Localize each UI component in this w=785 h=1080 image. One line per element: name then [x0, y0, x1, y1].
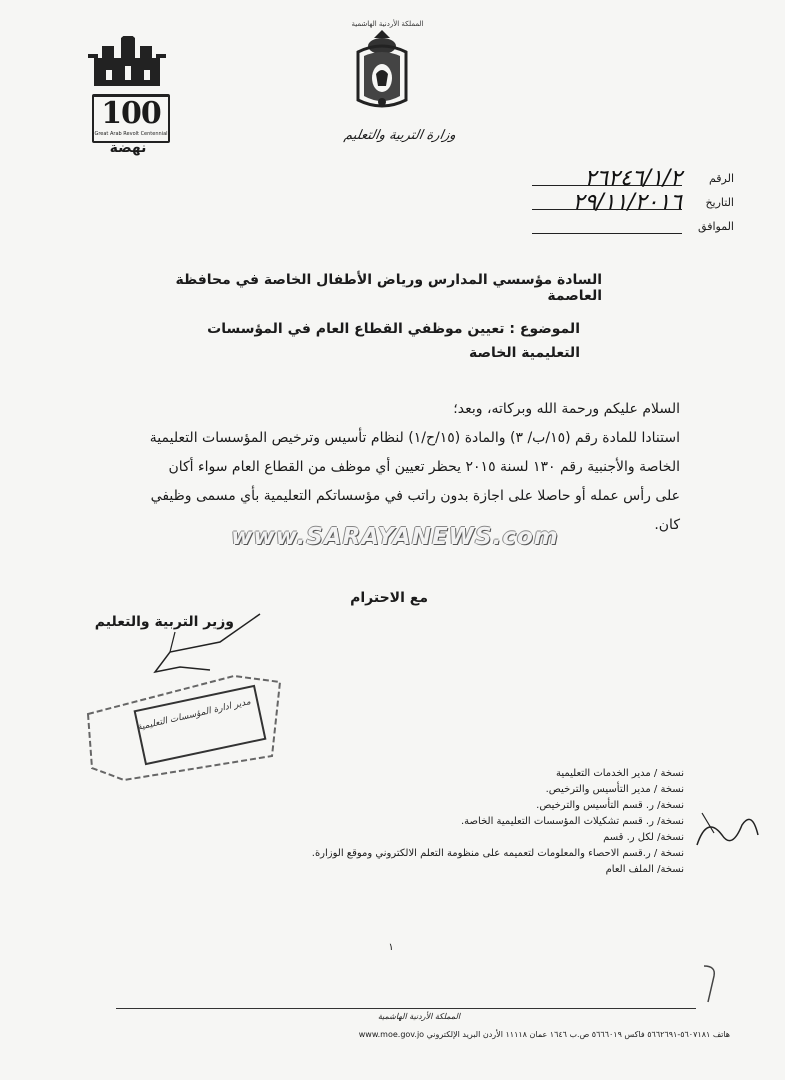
hijri-line	[532, 233, 682, 234]
page-number: ١	[388, 942, 394, 953]
date-value: ٢٩/١١/٢٠١٦	[572, 190, 682, 215]
copy-line: نسخة / مدير التأسيس والترخيص.	[545, 784, 684, 795]
footer-divider	[116, 1008, 696, 1009]
reference-hijri-row	[480, 216, 734, 240]
reference-block	[480, 168, 734, 240]
centennial-logo	[82, 36, 174, 156]
logo-arabic: نهضة	[109, 140, 147, 156]
subject	[150, 317, 580, 365]
copies-list	[200, 766, 684, 878]
number-label: الرقم	[708, 172, 734, 185]
logo-number: 100	[101, 96, 161, 131]
signatory-title: وزير التربية والتعليم	[94, 614, 234, 630]
initials-icon	[692, 805, 762, 855]
body-line: كان.	[654, 517, 680, 533]
jordan-emblem-icon	[350, 22, 414, 114]
date-label: التاريخ	[705, 196, 734, 209]
watermark: www.SARAYANEWS.com	[231, 524, 559, 550]
body-line: الخاصة والأجنبية رقم ١٣٠ لسنة ٢٠١٥ يحظر تعيين أي موظف من القطاع العام سواء أكان	[168, 459, 680, 475]
copy-line: نسخة / ر.قسم الاحصاء والمعلومات لتعميمه على منظومة التعلم الالكتروني وموقع الوزارة.	[311, 848, 684, 859]
closing: مع الاحترام	[350, 590, 428, 606]
copy-line: نسخة/ ر. قسم التأسيس والترخيص.	[536, 800, 684, 811]
stamp-text: مدير ادارة المؤسسات التعليمية	[136, 697, 252, 733]
body-line: على رأس عمله أو حاصلا على اجازة بدون راتب في مؤسساتكم التعليمية بأي مسمى وظيفي	[150, 488, 680, 504]
ministry-top-text: المملكة الأردنية الهاشمية	[351, 20, 424, 28]
greeting: السلام عليكم ورحمة الله وبركاته، وبعد؛	[453, 401, 680, 417]
logo-book	[92, 94, 170, 143]
hijri-label: الموافق	[698, 220, 734, 233]
footer-kingdom: المملكة الأردنية الهاشمية	[377, 1012, 461, 1021]
logo-english: Great Arab Revolt Centennial	[94, 131, 168, 137]
footer-contact: هاتف ٥٦٠٧١٨١-٥٦٦٢٦٩١ فاكس ٥٦٦٦٠١٩ ص.ب ١٦٤٦ عمان ١١١١٨ الأردن البريد الإلكتروني www.moe.gov.jo	[358, 1030, 730, 1039]
margin-mark-icon	[700, 962, 720, 1007]
reference-number-row	[480, 168, 734, 192]
number-value: ٢٦٢٤٦/١/٢	[584, 166, 682, 191]
copy-line: نسخة/ لكل ر. قسم	[603, 832, 684, 843]
copy-line: نسخة/ الملف العام	[605, 864, 684, 875]
letter-body	[98, 395, 680, 540]
addressee: السادة مؤسسي المدارس ورياض الأطفال الخاصة في محافظة العاصمة	[175, 272, 602, 304]
reference-date-row	[480, 192, 734, 216]
ministry-name: وزارة التربية والتعليم	[342, 128, 458, 143]
castle-icon	[88, 36, 166, 88]
body-line: استنادا للمادة رقم (١٥/ب/ ٣) والمادة (١٥/ح/١) لنظام تأسيس وترخيص المؤسسات التعليمية	[149, 430, 680, 446]
subject-line: الموضوع : تعيين موظفي القطاع العام في المؤسسات	[207, 321, 580, 337]
copy-line: نسخة / مدير الخدمات التعليمية	[555, 768, 684, 779]
copy-line: نسخة/ ر. قسم تشكيلات المؤسسات التعليمية الخاصة.	[461, 816, 684, 827]
subject-line: التعليمية الخاصة	[469, 345, 580, 361]
